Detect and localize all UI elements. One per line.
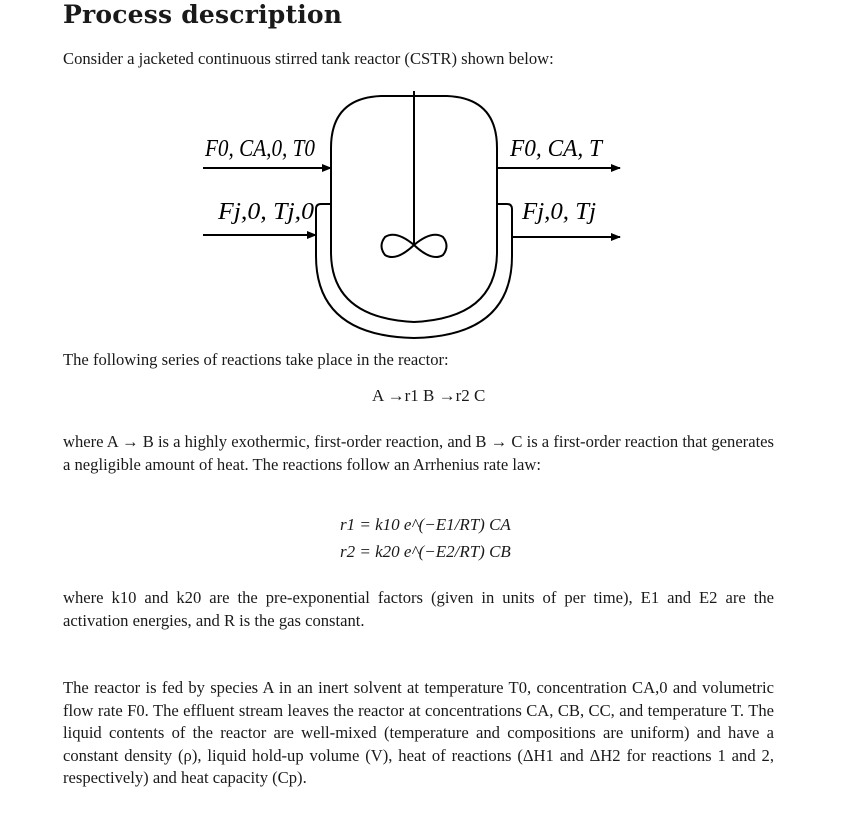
jacket-in-label: Fj,0, Tj,0: [216, 199, 314, 225]
jacket-out-label: Fj,0, Tj: [520, 199, 597, 225]
rate-law-2: r2 = k20 e^(−E2/RT) CB: [340, 542, 511, 561]
section-title: Process description: [63, 0, 343, 29]
outlet-label: F0, CA, T: [509, 136, 604, 162]
rate-law-1: r1 = k10 e^(−E1/RT) CA: [340, 515, 511, 534]
inlet-label: F0, CA,0, T0: [204, 136, 315, 162]
intro-paragraph: Consider a jacketed continuous stirred tank reactor (CSTR) shown below:: [63, 49, 554, 68]
reaction-scheme: A →r1 B →r2 C: [372, 386, 486, 405]
reaction-description: where A → B is a highly exothermic, first-order reaction, and B → C is a first-order reaction that generates a negligible amount of heat. The reactions follow an Arrhenius rate law:: [63, 432, 775, 474]
reactions-intro: The following series of reactions take place in the reactor:: [63, 350, 449, 369]
parameters-paragraph: where k10 and k20 are the pre-exponential factors (given in units of per time), E1 and E2 are the activation energies, and R is the gas constant.: [63, 588, 774, 630]
feed-paragraph: The reactor is fed by species A in an inert solvent at temperature T0, concentration CA,0 and volumetric flow rate F0. The effluent stream leaves the reactor at concentrations CA, CB, CC, and temperature T. The liquid contents of the reactor are well-mixed (temperature and compositions are uniform) and have a constant density (ρ), liquid hold-up volume (V), heat of reactions (ΔH1 and ΔH2 for reactions 1 and 2, respectively) and heat capacity (Cp).: [63, 678, 774, 788]
